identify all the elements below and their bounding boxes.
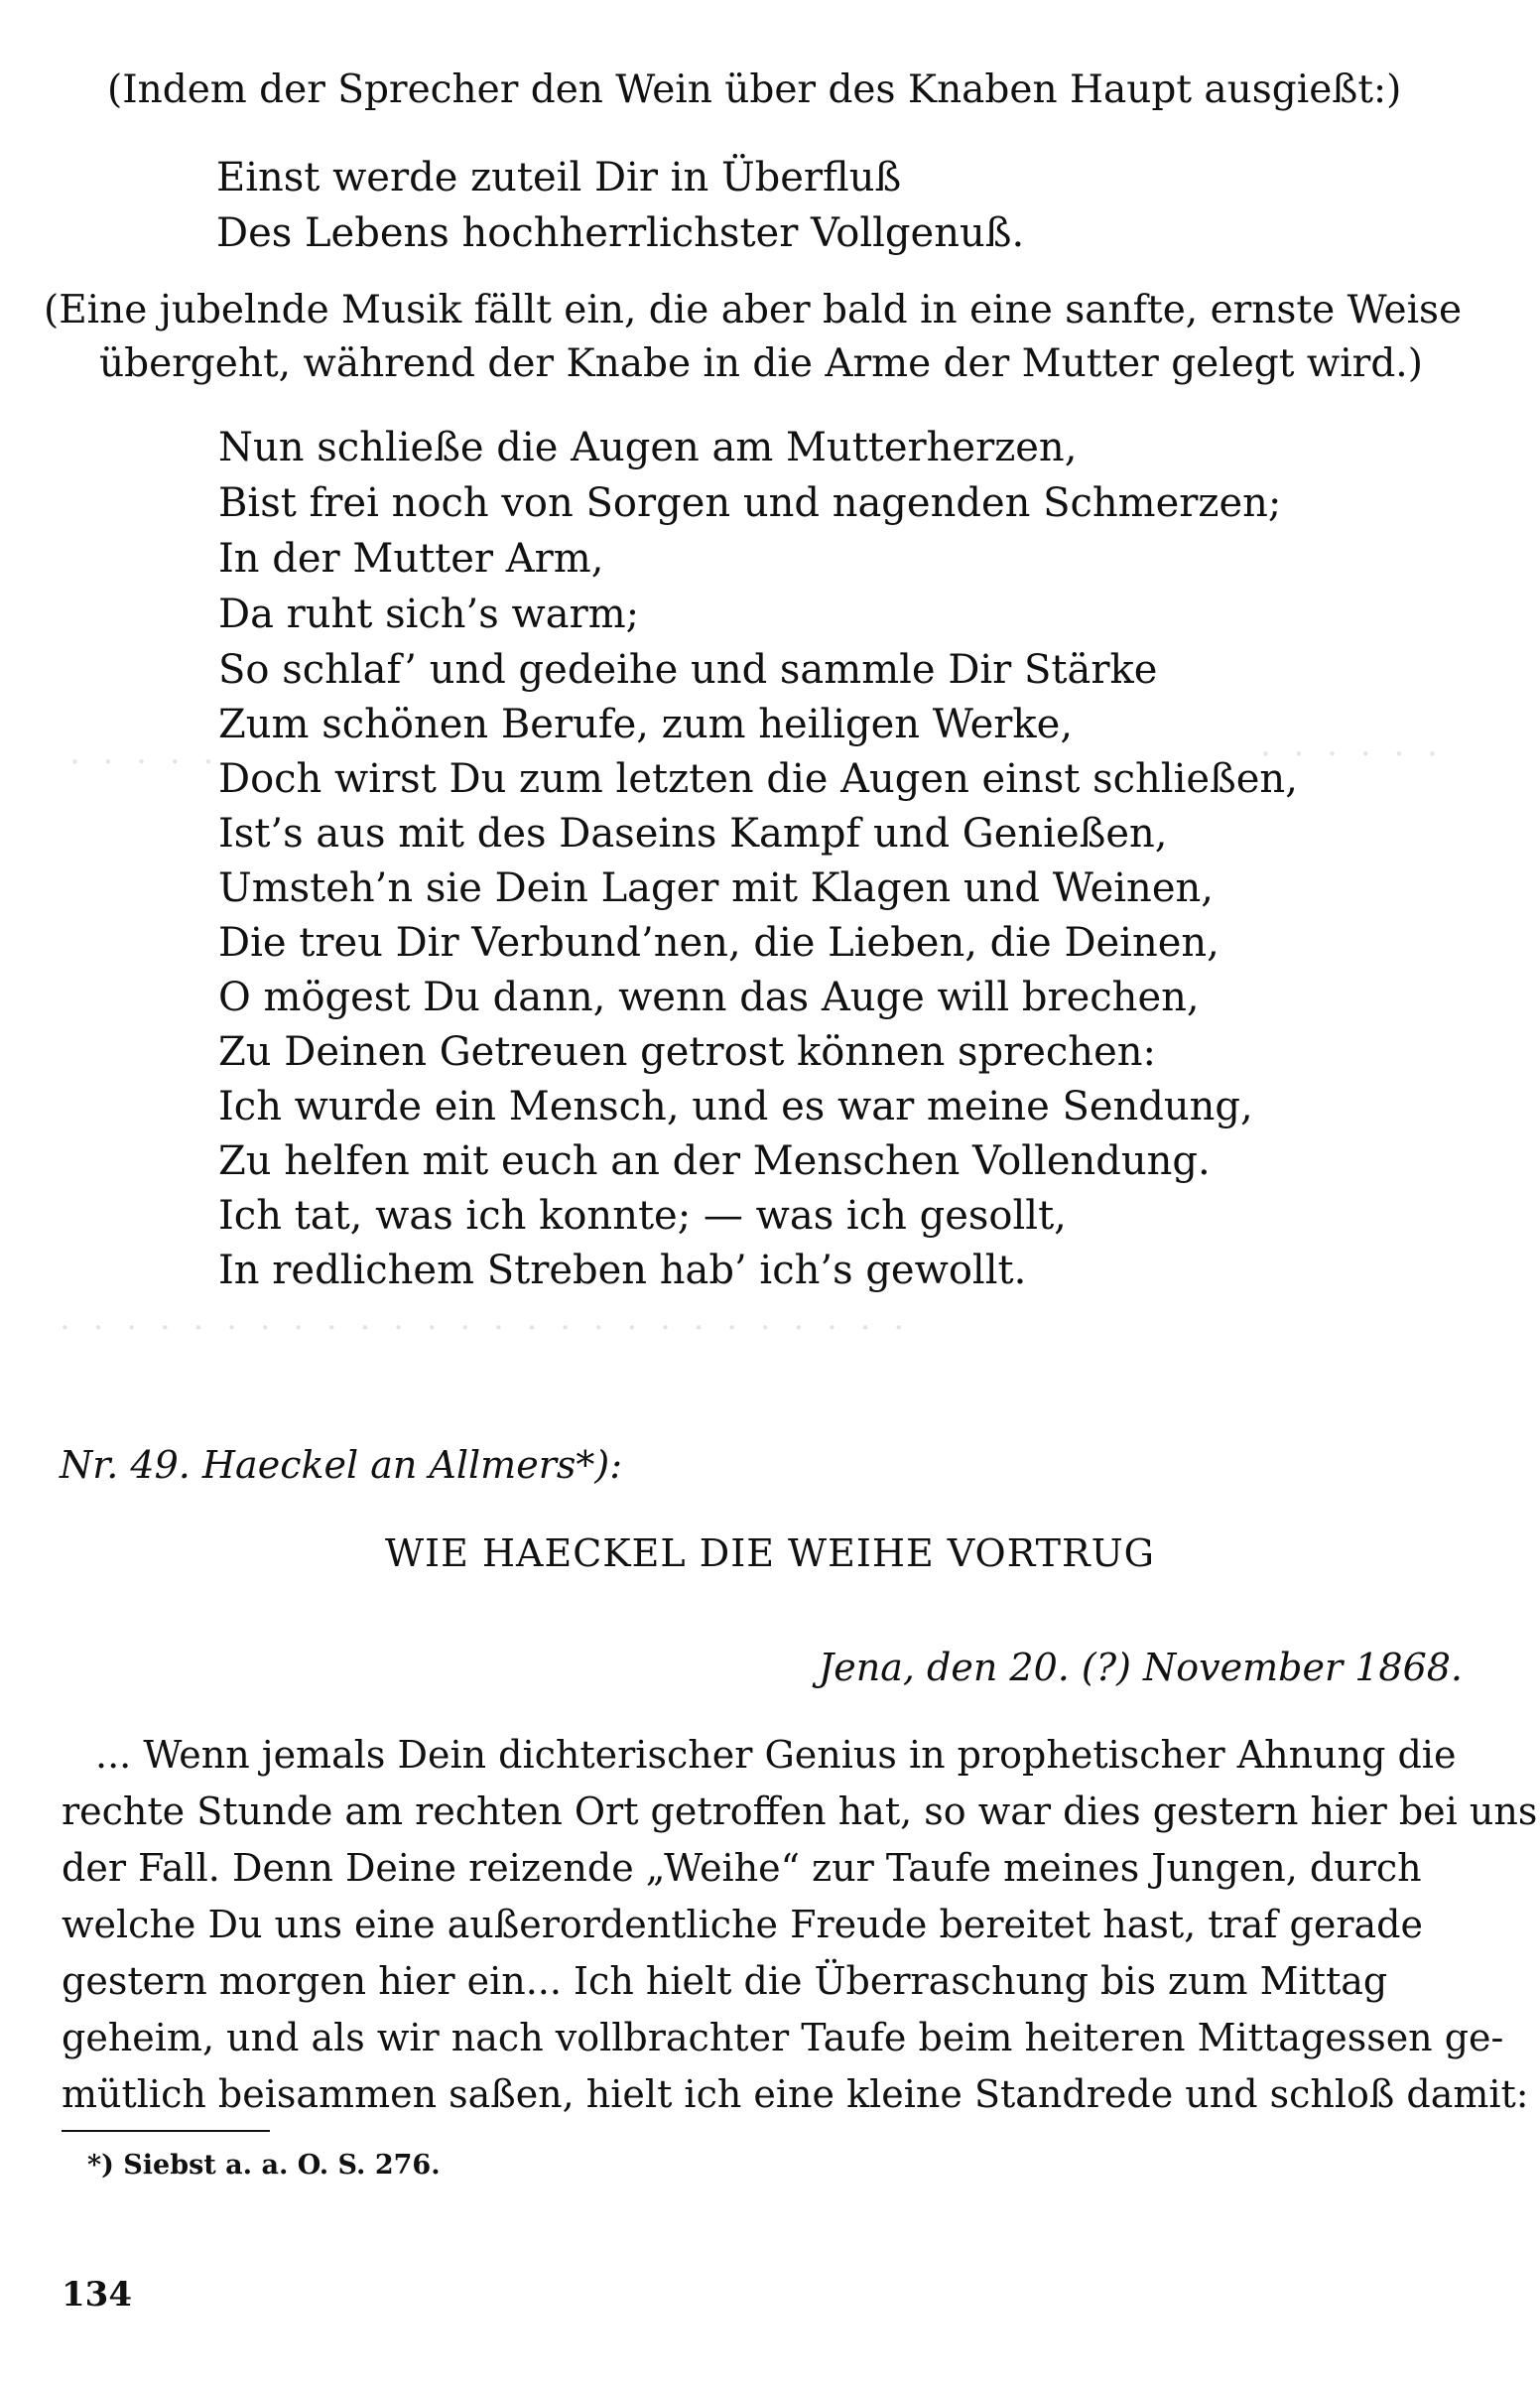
letter-heading: Nr. 49. Haeckel an Allmers*): <box>60 1443 622 1487</box>
prose-line: der Fall. Denn Deine reizende „Weihe“ zur Taufe meines Jungen, durch <box>62 1846 1422 1890</box>
stage-direction-pour: (Indem der Sprecher den Wein über des Knaben Haupt ausgießt:) <box>107 67 1402 112</box>
verse-line: O mögest Du dann, wenn das Auge will brechen, <box>218 975 1200 1020</box>
footnote: *) Siebst a. a. O. S. 276. <box>87 2150 441 2181</box>
show-through-right: · · · · · · <box>1260 734 1444 774</box>
verse-line: In redlichem Streben hab’ ich’s gewollt. <box>218 1248 1027 1293</box>
verse-line: Bist frei noch von Sorgen und nagenden Schmerzen; <box>218 480 1282 526</box>
stage-direction-music: (Eine jubelnde Musik fällt ein, die aber bald in eine sanfte, ernste Weise <box>44 288 1463 332</box>
verse-line: Zum schönen Berufe, zum heiligen Werke, <box>218 702 1074 747</box>
prose-line: gestern morgen hier ein... Ich hielt die Überraschung bis zum Mittag <box>62 1959 1388 2003</box>
show-through-left: · · · · · <box>69 742 220 782</box>
prose-line: geheim, und als wir nach vollbrachter Taufe beim heiteren Mittagessen ge- <box>62 2016 1504 2059</box>
verse-line: Ich wurde ein Mensch, und es war meine Sendung, <box>218 1084 1253 1129</box>
verse-line: In der Mutter Arm, <box>218 536 604 582</box>
prose-line: mütlich beisammen saßen, hielt ich eine kleine Standrede und schloß damit: <box>62 2072 1529 2116</box>
letter-title: WIE HAECKEL DIE WEIHE VORTRUG <box>385 1531 1155 1575</box>
verse-line: Umsteh’n sie Dein Lager mit Klagen und Weinen, <box>218 865 1214 911</box>
verse-line: Zu helfen mit euch an der Menschen Vollendung. <box>218 1138 1211 1184</box>
verse-line: Nun schließe die Augen am Mutterherzen, <box>218 425 1078 470</box>
prose-line: ... Wenn jemals Dein dichterischer Genius in prophetischer Ahnung die <box>95 1733 1457 1777</box>
letter-dateline: Jena, den 20. (?) November 1868. <box>819 1646 1463 1689</box>
page-number: 134 <box>62 2275 132 2315</box>
verse-line: So schlaf’ und gedeihe und sammle Dir Stärke <box>218 647 1158 693</box>
verse-line: Des Lebens hochherrlichster Vollgenuß. <box>216 210 1025 256</box>
stage-direction-music: übergeht, während der Knabe in die Arme der Mutter gelegt wird.) <box>99 341 1423 386</box>
verse-line: Die treu Dir Verbund’nen, die Lieben, die Deinen, <box>218 920 1219 966</box>
prose-line: rechte Stunde am rechten Ort getroffen hat, so war dies gestern hier bei uns <box>62 1789 1538 1833</box>
prose-line: welche Du uns eine außerordentliche Freude bereitet hast, traf gerade <box>62 1903 1423 1946</box>
verse-line: Ich tat, was ich konnte; — was ich gesollt, <box>218 1193 1067 1239</box>
show-through-middle: · · · · · · · · · · · · · · · · · · · · · · · · · · <box>60 1308 911 1348</box>
verse-line: Einst werde zuteil Dir in Überfluß <box>216 155 902 200</box>
verse-line: Zu Deinen Getreuen getrost können sprechen: <box>218 1029 1156 1075</box>
footnote-rule <box>62 2130 270 2132</box>
verse-line: Da ruht sich’s warm; <box>218 592 640 637</box>
verse-line: Ist’s aus mit des Daseins Kampf und Genießen, <box>218 811 1168 857</box>
verse-line: Doch wirst Du zum letzten die Augen einst schließen, <box>218 756 1298 802</box>
